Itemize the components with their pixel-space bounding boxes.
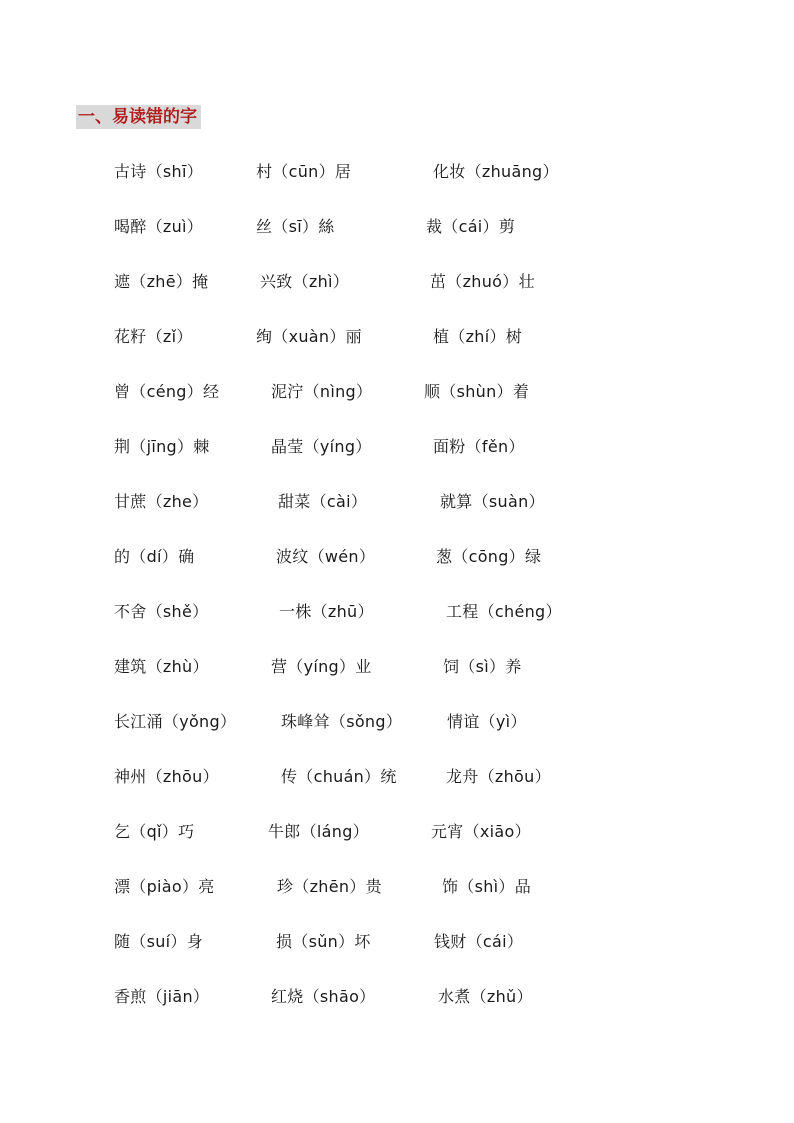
word-entry: 红烧（shāo） xyxy=(271,987,376,1006)
word-entry: 一株（zhū） xyxy=(279,602,374,621)
word-entry: 牛郎（láng） xyxy=(268,822,369,841)
word-entry: 元宵（xiāo） xyxy=(431,822,531,841)
word-entry: 营（yíng）业 xyxy=(271,657,372,676)
word-entry: 化妆（zhuāng） xyxy=(433,162,559,181)
word-row xyxy=(0,875,794,899)
word-entry: 荆（jīng）棘 xyxy=(114,437,210,456)
word-entry: 香煎（jiān） xyxy=(114,987,210,1006)
word-entry: 乞（qǐ）巧 xyxy=(114,822,195,841)
word-row xyxy=(0,600,794,624)
word-entry: 就算（suàn） xyxy=(440,492,545,511)
word-row xyxy=(0,325,794,349)
word-entry: 植（zhí）树 xyxy=(433,327,523,346)
word-entry: 曾（céng）经 xyxy=(114,382,220,401)
word-entry: 泥泞（nìng） xyxy=(271,382,373,401)
word-entry: 工程（chéng） xyxy=(446,602,562,621)
word-entry: 波纹（wén） xyxy=(276,547,376,566)
word-entry: 绚（xuàn）丽 xyxy=(256,327,362,346)
word-row xyxy=(0,710,794,734)
word-entry: 饰（shì）品 xyxy=(442,877,532,896)
word-row xyxy=(0,930,794,954)
word-entry: 漂（piào）亮 xyxy=(114,877,215,896)
word-entry: 神州（zhōu） xyxy=(114,767,219,786)
word-entry: 甜菜（cài） xyxy=(278,492,368,511)
word-entry: 丝（sī）絲 xyxy=(256,217,335,236)
word-entry: 不舍（shě） xyxy=(114,602,209,621)
word-entry: 晶莹（yíng） xyxy=(271,437,372,456)
word-row xyxy=(0,765,794,789)
word-entry: 饲（sì）养 xyxy=(443,657,522,676)
word-entry: 茁（zhuó）壮 xyxy=(430,272,535,291)
word-entry: 长江涌（yǒng） xyxy=(114,712,237,731)
word-row xyxy=(0,215,794,239)
word-entry: 遮（zhē）掩 xyxy=(114,272,209,291)
word-row xyxy=(0,545,794,569)
word-entry: 传（chuán）统 xyxy=(281,767,397,786)
word-row xyxy=(0,380,794,404)
word-row xyxy=(0,435,794,459)
word-entry: 珍（zhēn）贵 xyxy=(277,877,382,896)
word-row xyxy=(0,985,794,1009)
word-entry: 龙舟（zhōu） xyxy=(446,767,551,786)
word-entry: 花籽（zǐ） xyxy=(114,327,193,346)
word-entry: 随（suí）身 xyxy=(114,932,204,951)
word-entry: 葱（cōng）绿 xyxy=(436,547,542,566)
word-row xyxy=(0,655,794,679)
word-row xyxy=(0,820,794,844)
word-entry: 兴致（zhì） xyxy=(260,272,350,291)
word-entry: 古诗（shī） xyxy=(114,162,204,181)
word-entry: 水煮（zhǔ） xyxy=(438,987,533,1006)
word-entry: 情谊（yì） xyxy=(447,712,527,731)
word-entry: 损（sǔn）坏 xyxy=(276,932,371,951)
word-entry: 珠峰耸（sǒng） xyxy=(281,712,403,731)
word-entry: 建筑（zhù） xyxy=(114,657,209,676)
word-row xyxy=(0,490,794,514)
word-row xyxy=(0,270,794,294)
word-entry: 裁（cái）剪 xyxy=(426,217,516,236)
word-entry: 喝醉（zuì） xyxy=(114,217,204,236)
word-entry: 的（dí）确 xyxy=(114,547,195,566)
section-heading: 一、易读错的字 xyxy=(76,105,201,129)
word-entry: 甘蔗（zhe） xyxy=(114,492,209,511)
word-entry: 村（cūn）居 xyxy=(256,162,352,181)
word-entry: 顺（shùn）着 xyxy=(424,382,530,401)
word-entry: 钱财（cái） xyxy=(434,932,524,951)
word-entry: 面粉（fěn） xyxy=(433,437,525,456)
word-row xyxy=(0,160,794,184)
